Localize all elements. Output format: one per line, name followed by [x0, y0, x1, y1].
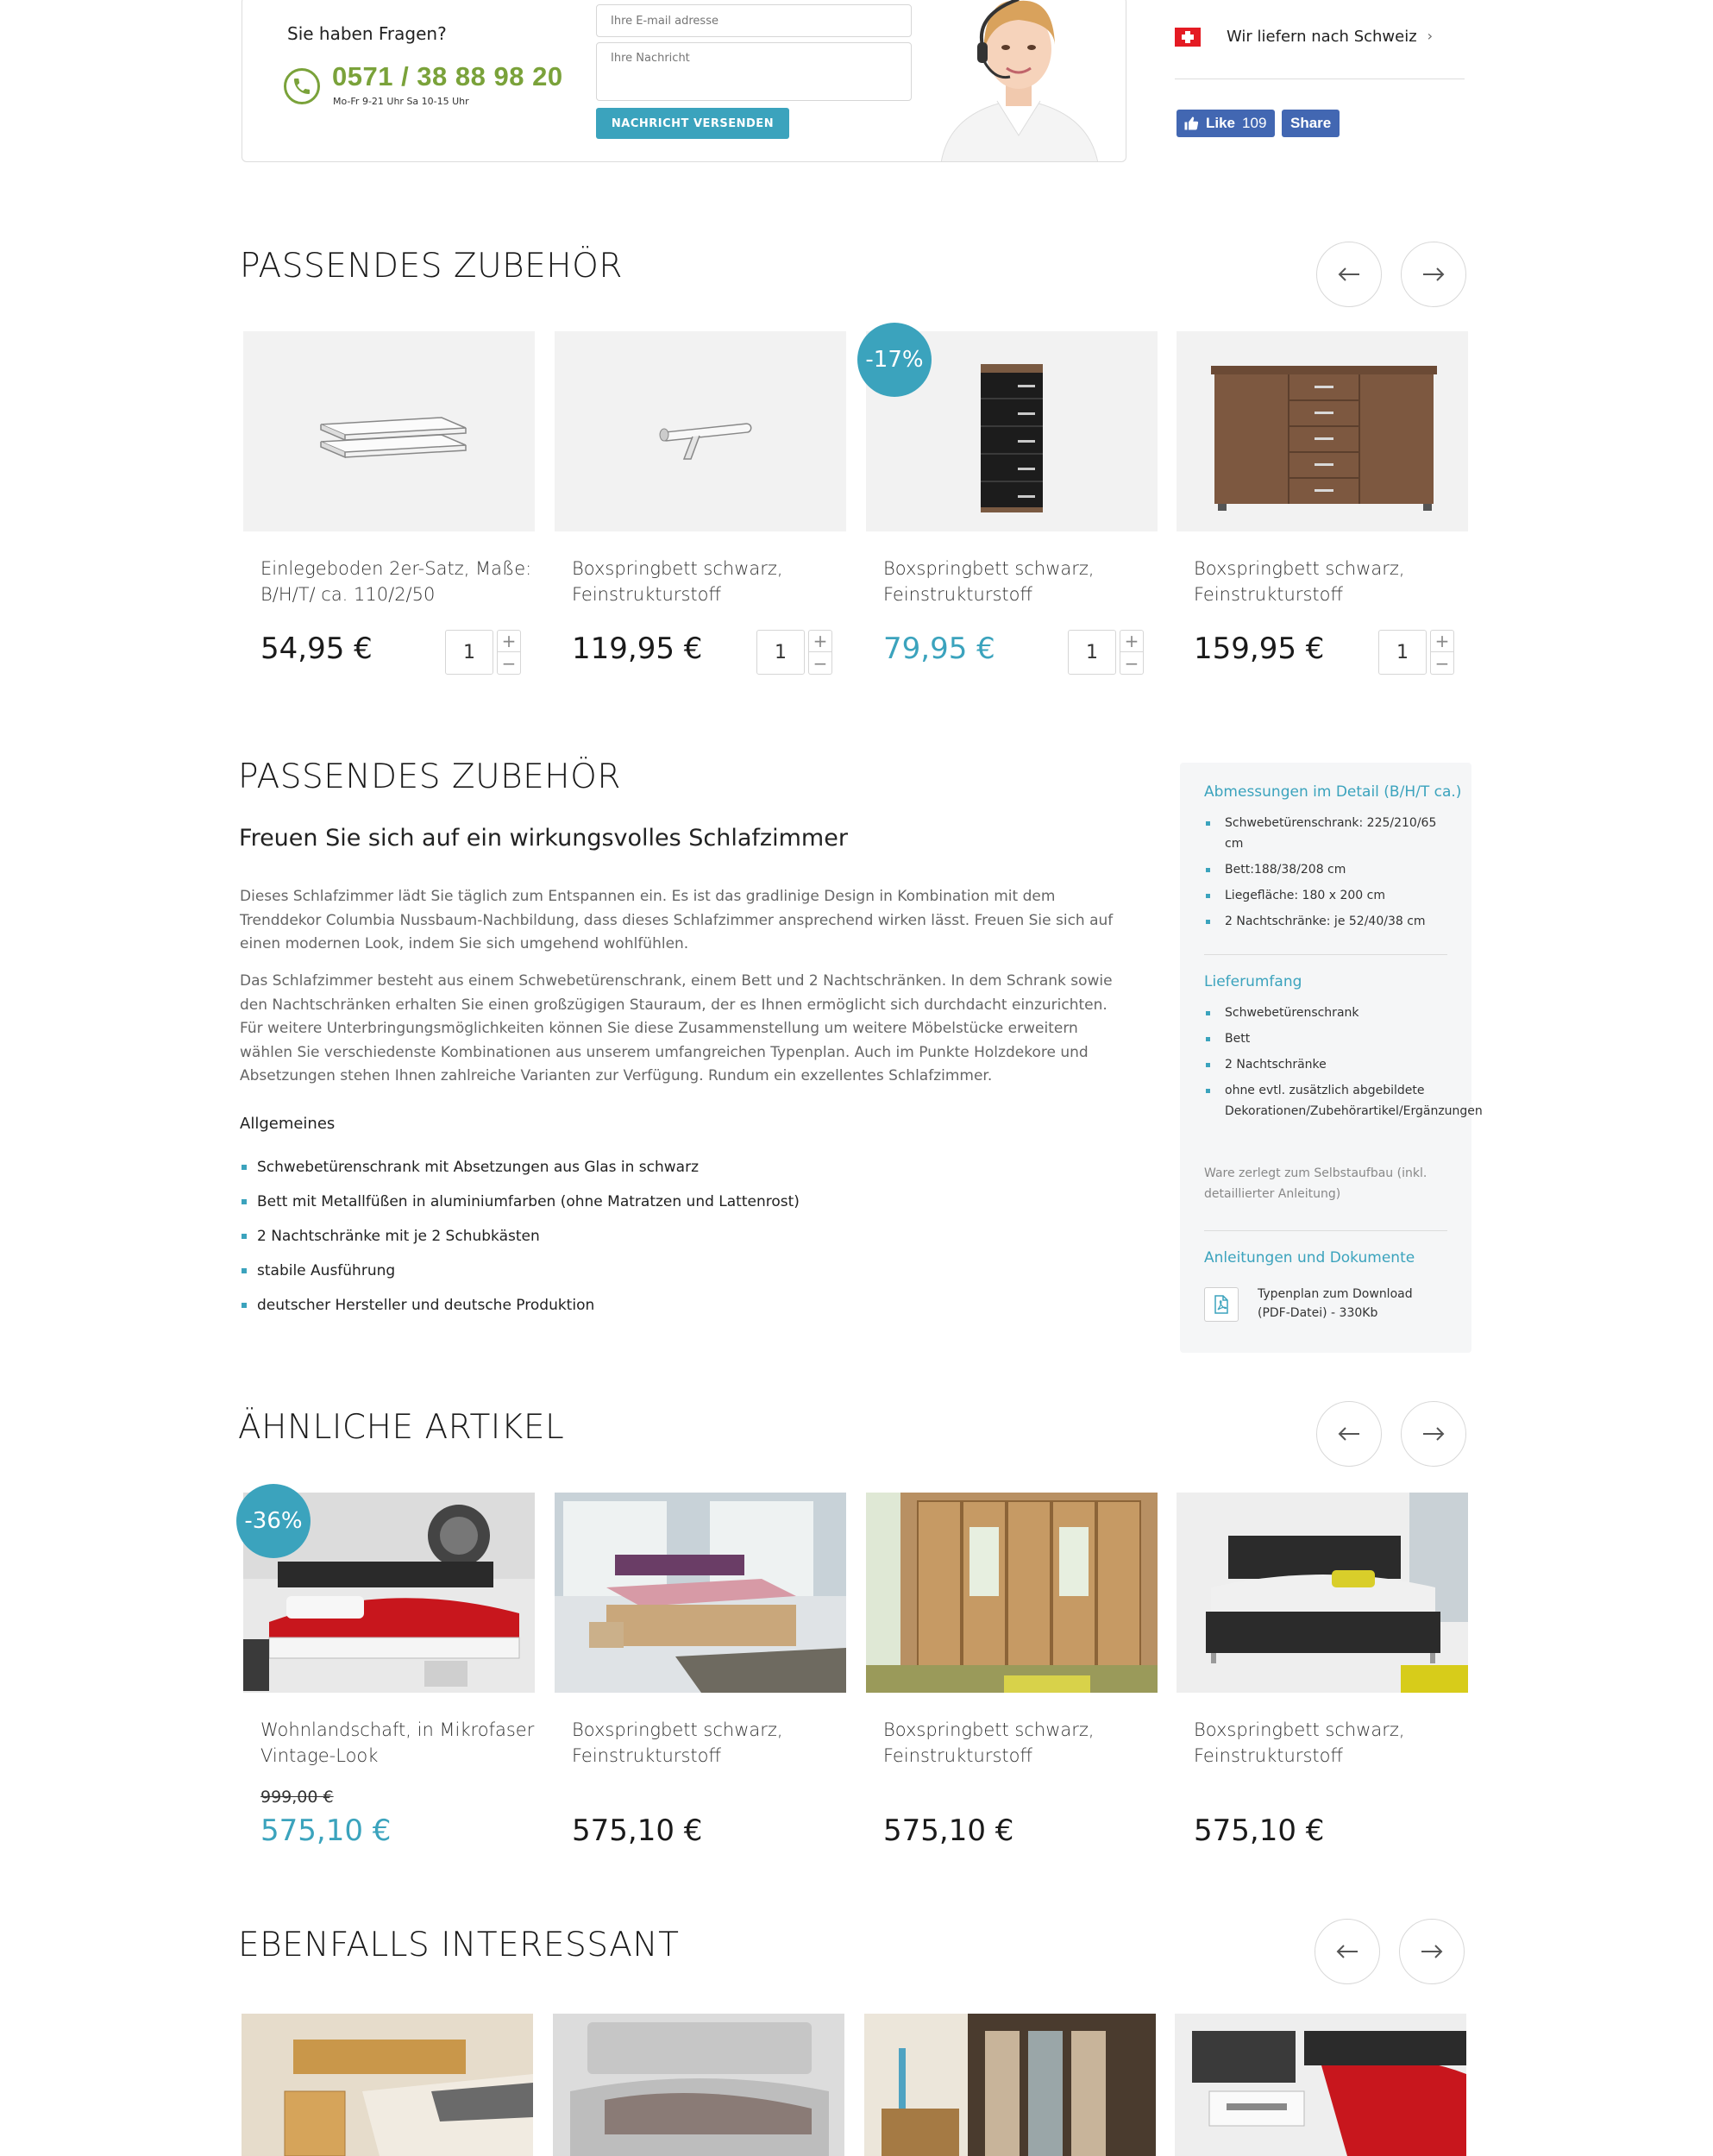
- product-title[interactable]: Wohnlandschaft, in Mikrofaser Vintage-Look: [260, 1719, 535, 1766]
- feature-item: Bett mit Metallfüßen in aluminiumfarben (ohne Matratzen und Lattenrost): [240, 1189, 800, 1223]
- quantity-decrease-button[interactable]: −: [808, 652, 832, 675]
- phone-icon: [284, 68, 320, 104]
- accessories-prev-button[interactable]: [1316, 242, 1382, 307]
- documents-heading: Anleitungen und Dokumente: [1204, 1249, 1415, 1267]
- arrow-right-icon: [1421, 1944, 1443, 1959]
- quantity-increase-button[interactable]: +: [1120, 630, 1144, 652]
- feature-list: [240, 1154, 800, 1327]
- quantity-input[interactable]: [445, 630, 493, 675]
- product-image[interactable]: [242, 2014, 533, 2156]
- facebook-like-button[interactable]: [1177, 110, 1275, 137]
- quantity-decrease-button[interactable]: −: [1120, 652, 1144, 675]
- product-image[interactable]: [1177, 331, 1468, 531]
- similar-prev-button[interactable]: [1316, 1401, 1382, 1467]
- description-subtitle: Freuen Sie sich auf ein wirkungsvolles Schlafzimmer: [239, 825, 848, 852]
- dimensions-heading: Abmessungen im Detail (B/H/T ca.): [1204, 783, 1462, 801]
- feature-item: Schwebetürenschrank mit Absetzungen aus Glas in schwarz: [240, 1154, 800, 1189]
- similar-title: ÄHNLICHE ARTIKEL: [238, 1408, 565, 1447]
- accessory-card[interactable]: [1177, 331, 1468, 685]
- discount-badge: -17%: [857, 323, 932, 397]
- arrow-right-icon: [1422, 1426, 1445, 1442]
- delivery-item: Schwebetürenschrank: [1204, 1003, 1454, 1023]
- phone-number[interactable]: 0571 / 38 88 98 20: [332, 61, 563, 91]
- product-title[interactable]: Einlegeboden 2er-Satz, Maße: B/H/T/ ca. 110/2/50: [260, 558, 532, 605]
- facebook-share-button[interactable]: Share: [1282, 110, 1340, 137]
- description-paragraph: Das Schlafzimmer besteht aus einem Schwebetürenschrank, einem Bett und 2 Nachtschränken. In dem Schrank sowie den Nachtschränken erhalten Sie einen großzügigen Stauraum, der es Ihnen ermöglicht sich durchdacht einzurichten. Für weitere Unterbringungsmöglichkeiten können Sie diese Zusammenstellung um weitere Möbelstücke erweitern wählen Sie verschiedenste Kombinationen aus unserem umfangreichen Typenplan. Auch im Punkte Holzdekore und Absetzungen stehen Ihnen zahlreiche Varianten zur Verfügung. Rundum ein exzellentes Schlafzimmer.: [240, 972, 1113, 1084]
- arrow-left-icon: [1338, 267, 1360, 282]
- thumbs-up-icon: [1183, 116, 1199, 131]
- delivery-list: [1204, 1003, 1483, 1127]
- product-image[interactable]: [555, 1493, 846, 1693]
- quantity-decrease-button[interactable]: −: [1430, 652, 1454, 675]
- document-download-link[interactable]: Typenplan zum Download (PDF-Datei) - 330Kb: [1258, 1287, 1413, 1320]
- dimension-item: Bett:188/38/208 cm: [1204, 859, 1454, 880]
- quantity-input[interactable]: [1378, 630, 1427, 675]
- arrow-right-icon: [1422, 267, 1445, 282]
- quantity-increase-button[interactable]: +: [497, 630, 521, 652]
- quantity-decrease-button[interactable]: −: [497, 652, 521, 675]
- product-title[interactable]: Boxspringbett schwarz, Feinstrukturstoff: [572, 558, 783, 605]
- divider: [1204, 954, 1447, 955]
- discount-badge: -36%: [236, 1484, 311, 1558]
- description-title: PASSENDES ZUBEHÖR: [238, 757, 621, 796]
- delivery-item: Bett: [1204, 1028, 1454, 1049]
- quantity-input[interactable]: [1068, 630, 1116, 675]
- product-title[interactable]: Boxspringbett schwarz, Feinstrukturstoff: [883, 1719, 1095, 1766]
- product-image[interactable]: [553, 2014, 844, 2156]
- shipping-country-link[interactable]: [1175, 22, 1465, 79]
- description-paragraph: Dieses Schlafzimmer lädt Sie täglich zum Entspannen ein. Es ist das gradlinige Design in Kombination mit dem Trenddekor Columbia Nussbaum-Nachbildung, dass dieses Schlafzimmer ansprechend wirken lässt. Freuen Sie sich auf einen modernen Look, indem Sie sich umgehend wohlfühlen.: [240, 888, 1114, 952]
- interesting-next-button[interactable]: [1399, 1919, 1465, 1984]
- quantity-increase-button[interactable]: +: [1430, 630, 1454, 652]
- product-price: 119,95 €: [572, 632, 703, 666]
- contact-box: [242, 0, 1126, 162]
- pdf-file-icon[interactable]: [1204, 1287, 1239, 1322]
- arrow-left-icon: [1338, 1426, 1360, 1442]
- delivery-heading: Lieferumfang: [1204, 973, 1302, 990]
- feature-item: deutscher Hersteller und deutsche Produktion: [240, 1292, 800, 1327]
- product-price: 575,10 €: [572, 1813, 703, 1848]
- interesting-product-card[interactable]: [1175, 2014, 1466, 2156]
- product-image[interactable]: [1177, 1493, 1468, 1693]
- accessories-title: PASSENDES ZUBEHÖR: [240, 247, 623, 286]
- product-image[interactable]: [555, 331, 846, 531]
- interesting-product-card[interactable]: [553, 2014, 844, 2156]
- phone-hours: Mo-Fr 9-21 Uhr Sa 10-15 Uhr: [333, 96, 469, 107]
- product-price: 575,10 €: [1194, 1813, 1325, 1848]
- product-title[interactable]: Boxspringbett schwarz, Feinstrukturstoff: [1194, 1719, 1405, 1766]
- similar-product-card[interactable]: [1177, 1493, 1468, 1848]
- product-price: 79,95 €: [883, 632, 995, 666]
- accessory-card[interactable]: [555, 331, 846, 685]
- chevron-right-icon: ›: [1427, 28, 1434, 44]
- product-price: 575,10 €: [883, 1813, 1014, 1848]
- accessory-card[interactable]: [243, 331, 535, 685]
- similar-product-card[interactable]: [555, 1493, 846, 1848]
- message-field[interactable]: [596, 42, 912, 101]
- product-image[interactable]: [864, 2014, 1156, 2156]
- divider: [1204, 1230, 1447, 1231]
- details-panel: [1180, 763, 1483, 1353]
- shipping-label: Wir liefern nach Schweiz: [1227, 28, 1417, 46]
- product-image[interactable]: [866, 1493, 1158, 1693]
- dimension-item: Liegefläche: 180 x 200 cm: [1204, 885, 1454, 906]
- accessories-next-button[interactable]: [1401, 242, 1466, 307]
- similar-next-button[interactable]: [1401, 1401, 1466, 1467]
- like-label: Like: [1206, 115, 1236, 131]
- swiss-flag-icon: [1175, 28, 1201, 47]
- arrow-left-icon: [1336, 1944, 1358, 1959]
- dimensions-list: [1204, 813, 1454, 937]
- feature-item: stabile Ausführung: [240, 1258, 800, 1292]
- dimension-item: 2 Nachtschränke: je 52/40/38 cm: [1204, 911, 1454, 932]
- product-title[interactable]: Boxspringbett schwarz, Feinstrukturstoff: [883, 558, 1095, 605]
- send-message-button[interactable]: NACHRICHT VERSENDEN: [596, 108, 789, 139]
- quantity-increase-button[interactable]: +: [808, 630, 832, 652]
- support-agent-image: [915, 0, 1122, 162]
- product-price: 54,95 €: [260, 632, 373, 666]
- general-title: Allgemeines: [240, 1115, 336, 1133]
- product-old-price: 999,00 €: [260, 1788, 334, 1807]
- product-image[interactable]: [243, 331, 535, 531]
- delivery-item: 2 Nachtschränke: [1204, 1054, 1454, 1075]
- product-price: 575,10 €: [260, 1813, 392, 1848]
- delivery-item: ohne evtl. zusätzlich abgebildete Dekorationen/Zubehörartikel/Ergänzungen: [1204, 1080, 1454, 1122]
- interesting-prev-button[interactable]: [1315, 1919, 1380, 1984]
- assembly-note: Ware zerlegt zum Selbstaufbau (inkl. detaillierter Anleitung): [1204, 1166, 1428, 1201]
- email-field[interactable]: [596, 4, 912, 37]
- product-title[interactable]: Boxspringbett schwarz, Feinstrukturstoff: [572, 1719, 783, 1766]
- product-title[interactable]: Boxspringbett schwarz, Feinstrukturstoff: [1194, 558, 1405, 605]
- feature-item: 2 Nachtschränke mit je 2 Schubkästen: [240, 1223, 800, 1258]
- product-price: 159,95 €: [1194, 632, 1325, 666]
- similar-product-card[interactable]: [866, 1493, 1158, 1848]
- contact-question: Sie haben Fragen?: [287, 23, 447, 44]
- product-image[interactable]: [1175, 2014, 1466, 2156]
- dimension-item: Schwebetürenschrank: 225/210/65 cm: [1204, 813, 1454, 854]
- like-count: 109: [1242, 115, 1267, 131]
- interesting-product-card[interactable]: [242, 2014, 533, 2156]
- quantity-input[interactable]: [756, 630, 805, 675]
- interesting-product-card[interactable]: [864, 2014, 1156, 2156]
- interesting-title: EBENFALLS INTERESSANT: [238, 1926, 680, 1964]
